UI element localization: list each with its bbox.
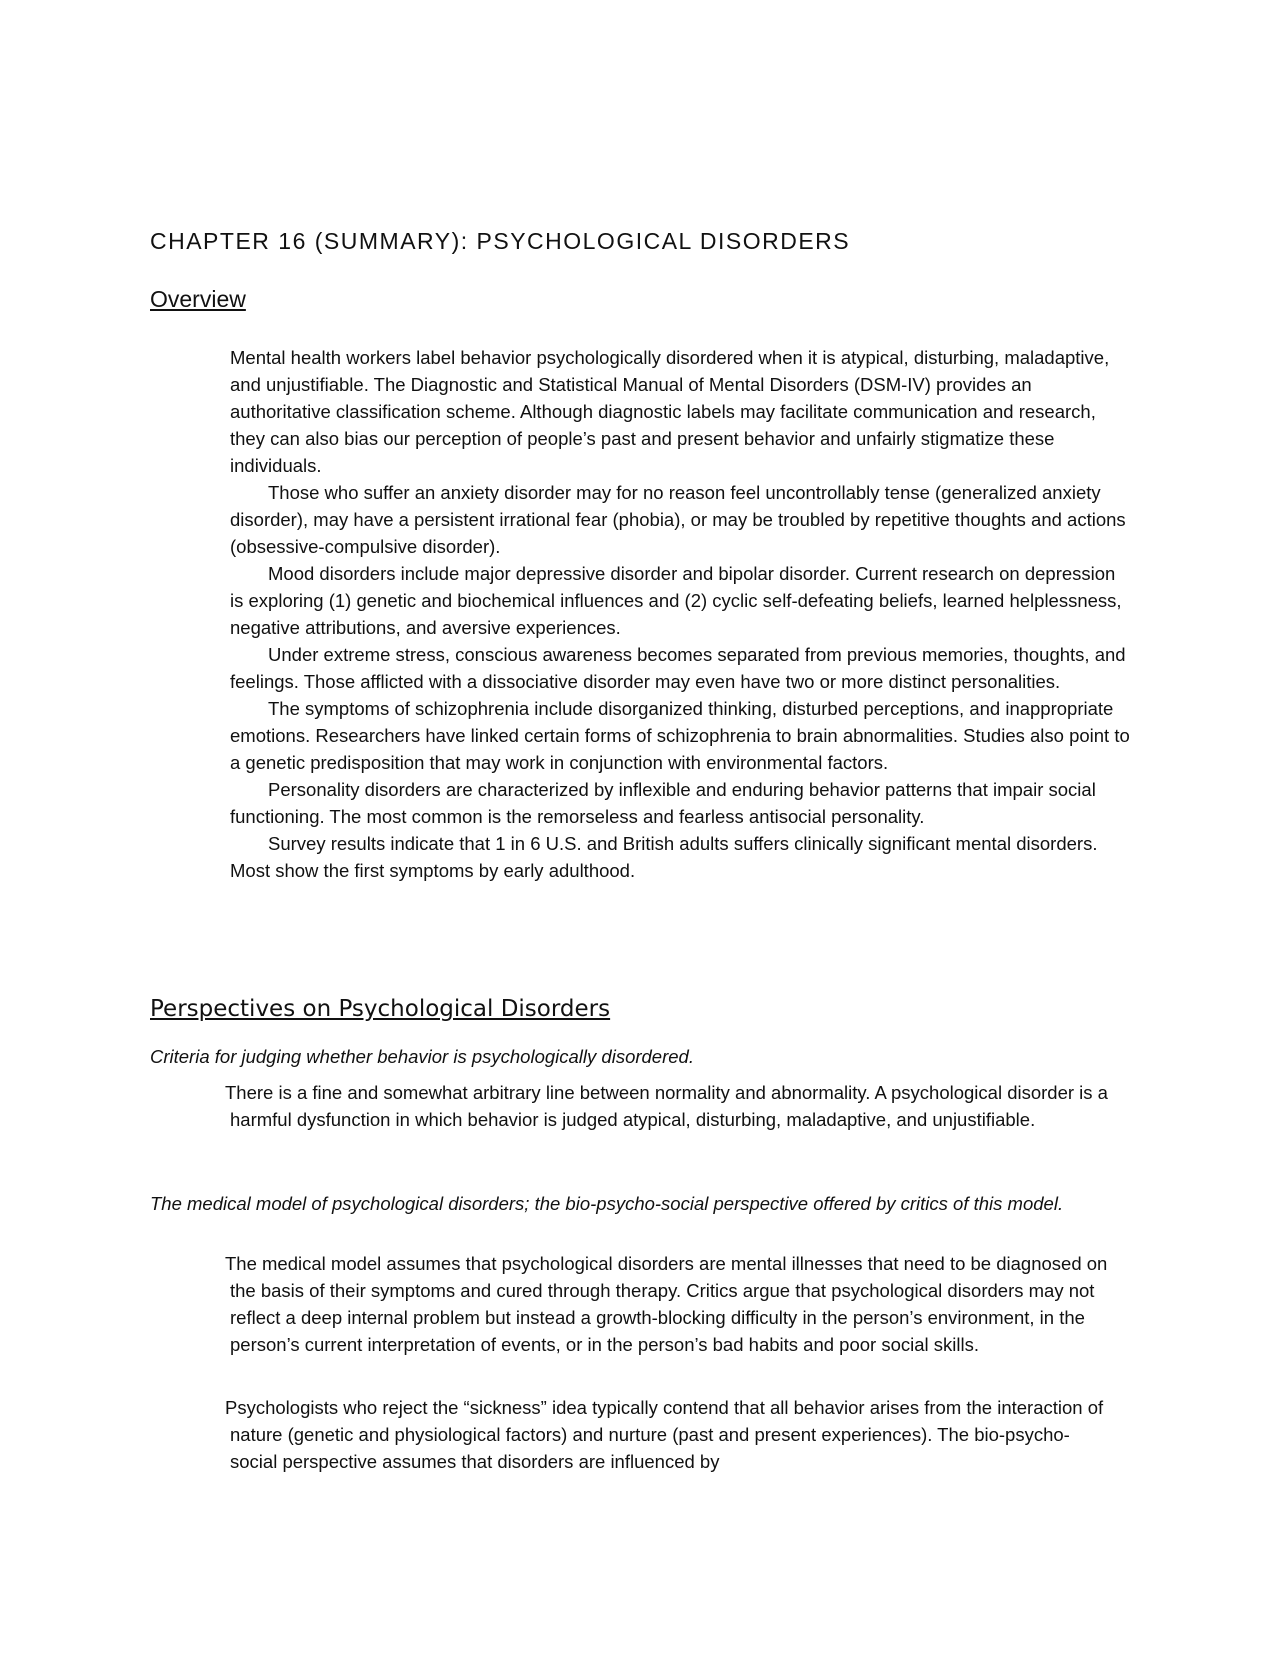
overview-heading: Overview bbox=[150, 286, 246, 312]
overview-paragraph: The symptoms of schizophrenia include disorganized thinking, disturbed perceptions, and inappropriate emotions. Researchers have linked certain forms of schizophrenia to brain abnormalities. Studies also point to a genetic predisposition that may work in conjunction with environmental factors. bbox=[230, 698, 1130, 773]
overview-paragraph: Mental health workers label behavior psychologically disordered when it is atypical, disturbing, maladaptive, and unjustifiable. The Diagnostic and Statistical Manual of Mental Disorders (DSM-IV) provides an authoritative classification scheme. Although diagnostic labels may facilitate communication and research, they can also bias our perception of people’s past and present behavior and unfairly stigmatize these individuals. bbox=[230, 347, 1110, 476]
medical-model-paragraph: The medical model assumes that psychological disorders are mental illnesses that need to be diagnosed on the basis of their symptoms and cured through therapy. Critics argue that psychological disorders may not reflect a deep internal problem but instead a growth-blocking difficulty in the person’s environment, in the person’s current interpretation of events, or in the person’s bad habits and poor social skills. bbox=[225, 1253, 1108, 1355]
chapter-title: CHAPTER 16 (SUMMARY): PSYCHOLOGICAL DISORDERS bbox=[150, 228, 851, 254]
overview-paragraph: Survey results indicate that 1 in 6 U.S. and British adults suffers clinically significant mental disorders. Most show the first symptoms by early adulthood. bbox=[230, 833, 1098, 881]
criteria-subheading: Criteria for judging whether behavior is psychologically disordered. bbox=[150, 1046, 694, 1067]
overview-body bbox=[230, 344, 1130, 884]
bio-psycho-social-paragraph: Psychologists who reject the “sickness” idea typically contend that all behavior arises from the interaction of nature (genetic and physiological factors) and nurture (past and present experiences). The bio-psycho-social perspective assumes that disorders are influenced by bbox=[225, 1397, 1104, 1472]
overview-paragraph: Mood disorders include major depressive disorder and bipolar disorder. Current research on depression is exploring (1) genetic and biochemical influences and (2) cyclic self-defeating beliefs, learned helplessness, negative attributions, and aversive experiences. bbox=[230, 563, 1122, 638]
overview-paragraph: Personality disorders are characterized by inflexible and enduring behavior patterns that impair social functioning. The most common is the remorseless and fearless antisocial personality. bbox=[230, 779, 1096, 827]
perspectives-heading: Perspectives on Psychological Disorders bbox=[150, 996, 611, 1022]
overview-paragraph: Under extreme stress, conscious awareness becomes separated from previous memories, thoughts, and feelings. Those afflicted with a dissociative disorder may even have two or more distinct personalities. bbox=[230, 644, 1126, 692]
criteria-paragraph: There is a fine and somewhat arbitrary line between normality and abnormality. A psychological disorder is a harmful dysfunction in which behavior is judged atypical, disturbing, maladaptive, and unjustifiable. bbox=[225, 1082, 1108, 1130]
medical-model-subheading: The medical model of psychological disorders; the bio-psycho-social perspective offered by critics of this model. bbox=[150, 1193, 1064, 1214]
overview-paragraph: Those who suffer an anxiety disorder may for no reason feel uncontrollably tense (generalized anxiety disorder), may have a persistent irrational fear (phobia), or may be troubled by repetitive thoughts and actions (obsessive-compulsive disorder). bbox=[230, 482, 1126, 557]
